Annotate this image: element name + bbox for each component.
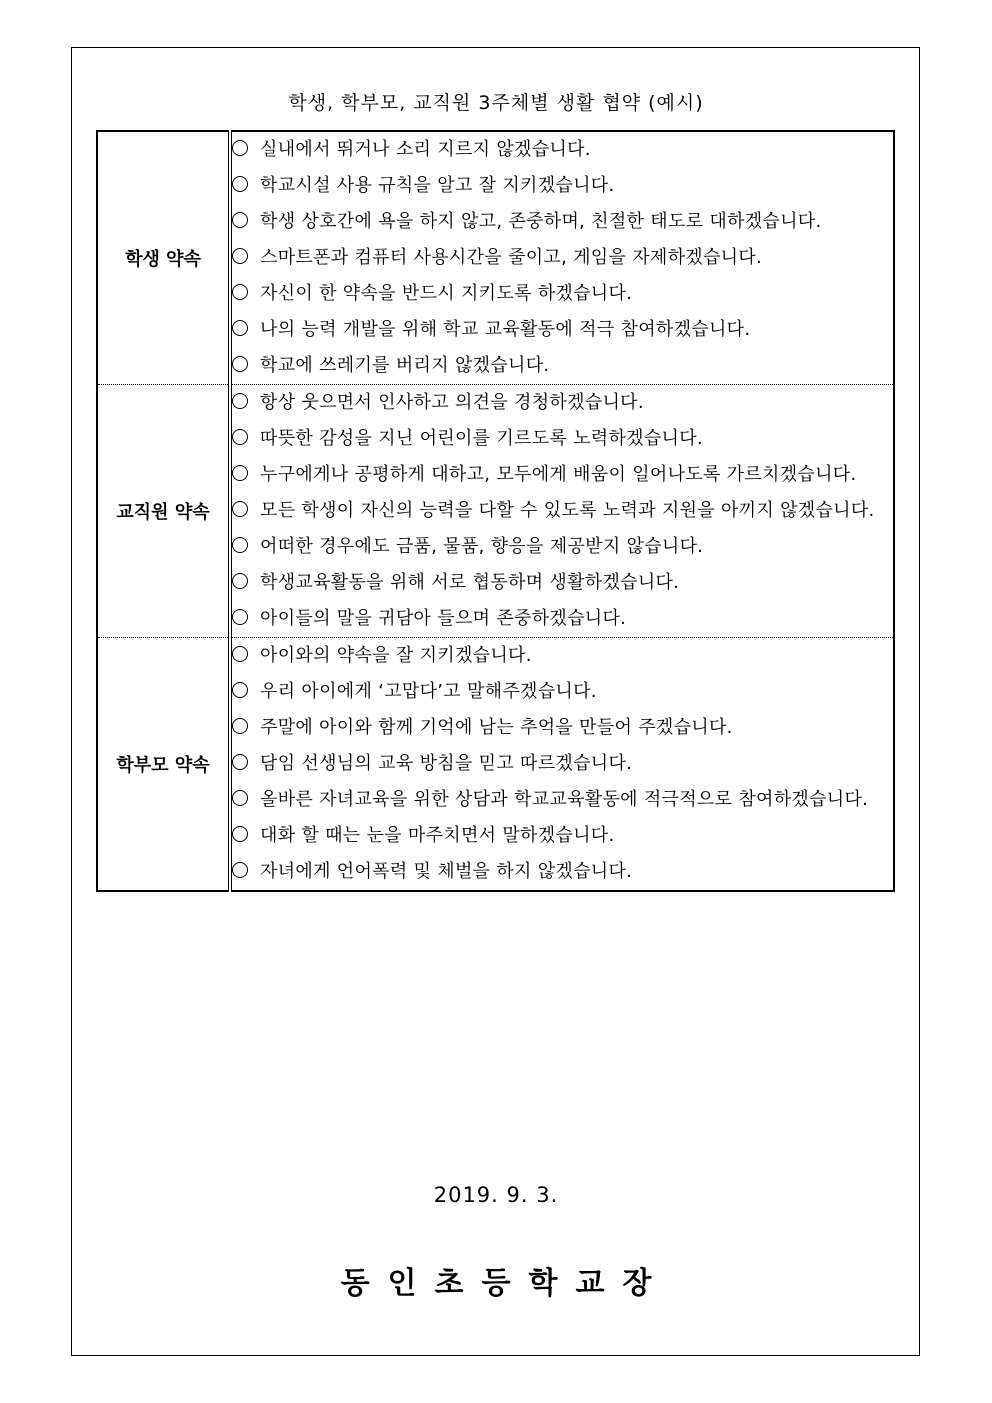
list-item: 따뜻한 감성을 지닌 어린이를 기르도록 노력하겠습니다. [232, 421, 893, 457]
document-date: 2019. 9. 3. [433, 1183, 559, 1207]
circle-icon [232, 393, 248, 409]
circle-icon [232, 284, 248, 300]
list-item: 항상 웃으면서 인사하고 의견을 경청하겠습니다. [232, 385, 893, 421]
circle-icon [232, 718, 248, 734]
section-label-parents: 학부모 약속 [97, 638, 230, 892]
pledge-row-students [97, 131, 894, 385]
list-item: 학교시설 사용 규칙을 알고 잘 지키겠습니다. [232, 168, 893, 204]
list-item: 자신이 한 약속을 반드시 지키도록 하겠습니다. [232, 276, 893, 312]
list-item: 올바른 자녀교육을 위한 상담과 학교교육활동에 적극적으로 참여하겠습니다. [232, 782, 893, 818]
pledge-list-students [232, 132, 893, 384]
circle-icon [232, 465, 248, 481]
circle-icon [232, 646, 248, 662]
circle-icon [232, 754, 248, 770]
circle-icon [232, 862, 248, 878]
list-item: 대화 할 때는 눈을 마주치면서 말하겠습니다. [232, 818, 893, 854]
section-label-students: 학생 약속 [97, 131, 230, 385]
list-item: 자녀에게 언어폭력 및 체벌을 하지 않겠습니다. [232, 854, 893, 890]
circle-icon [232, 501, 248, 517]
circle-icon [232, 790, 248, 806]
circle-icon [232, 320, 248, 336]
circle-icon [232, 573, 248, 589]
circle-icon [232, 212, 248, 228]
circle-icon [232, 682, 248, 698]
list-item: 우리 아이에게 ‘고맙다’고 말해주겠습니다. [232, 674, 893, 710]
circle-icon [232, 356, 248, 372]
list-item: 아이들의 말을 귀담아 들으며 존중하겠습니다. [232, 601, 893, 637]
list-item: 학생 상호간에 욕을 하지 않고, 존중하며, 친절한 태도로 대하겠습니다. [232, 204, 893, 240]
signer-name: 동인초등학교장 [340, 1266, 670, 1301]
pledge-list-parents [232, 638, 893, 890]
list-item: 누구에게나 공평하게 대하고, 모두에게 배움이 일어나도록 가르치겠습니다. [232, 457, 893, 493]
pledge-table [96, 130, 895, 892]
circle-icon [232, 429, 248, 445]
list-item: 스마트폰과 컴퓨터 사용시간을 줄이고, 게임을 자제하겠습니다. [232, 240, 893, 276]
circle-icon [232, 537, 248, 553]
pledge-list-staff [232, 385, 893, 637]
list-item: 담임 선생님의 교육 방침을 믿고 따르겠습니다. [232, 746, 893, 782]
list-item: 어떠한 경우에도 금품, 물품, 향응을 제공받지 않습니다. [232, 529, 893, 565]
document-title: 학생, 학부모, 교직원 3주체별 생활 협약 (예시) [288, 92, 704, 114]
circle-icon [232, 140, 248, 156]
circle-icon [232, 248, 248, 264]
list-item: 실내에서 뛰거나 소리 지르지 않겠습니다. [232, 132, 893, 168]
list-item: 주말에 아이와 함께 기억에 남는 추억을 만들어 주겠습니다. [232, 710, 893, 746]
list-item: 학교에 쓰레기를 버리지 않겠습니다. [232, 348, 893, 384]
pledge-row-staff [97, 385, 894, 638]
list-item: 아이와의 약속을 잘 지키겠습니다. [232, 638, 893, 674]
pledge-row-parents [97, 638, 894, 892]
circle-icon [232, 826, 248, 842]
circle-icon [232, 176, 248, 192]
list-item: 모든 학생이 자신의 능력을 다할 수 있도록 노력과 지원을 아끼지 않겠습니다. [232, 493, 893, 529]
circle-icon [232, 609, 248, 625]
section-label-staff: 교직원 약속 [97, 385, 230, 638]
list-item: 나의 능력 개발을 위해 학교 교육활동에 적극 참여하겠습니다. [232, 312, 893, 348]
list-item: 학생교육활동을 위해 서로 협동하며 생활하겠습니다. [232, 565, 893, 601]
